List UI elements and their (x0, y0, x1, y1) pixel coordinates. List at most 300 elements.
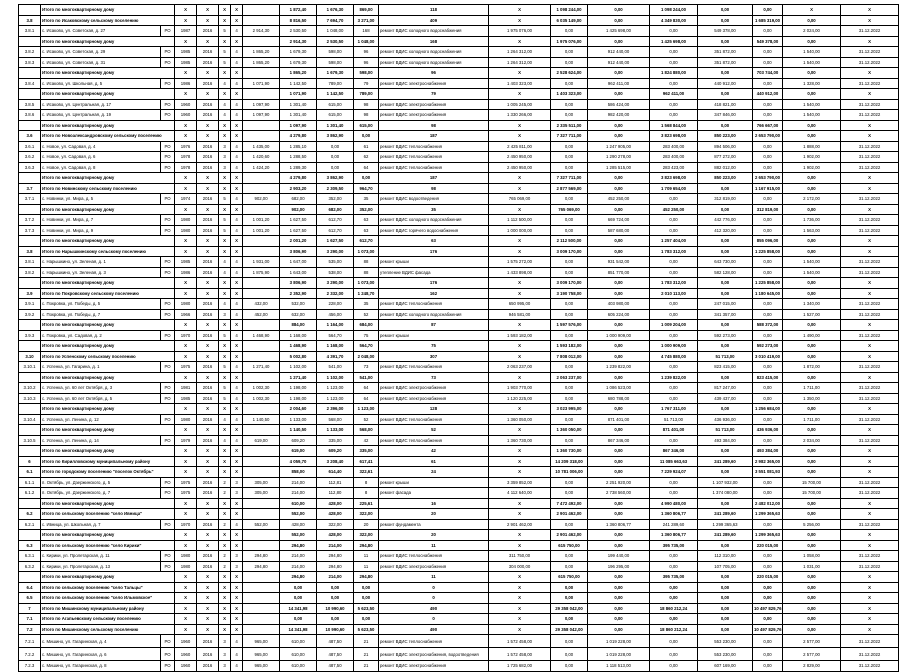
table-row (19, 257, 899, 268)
table-cell: 0,00 (698, 582, 753, 593)
table-cell: 2 901 462,00 (551, 530, 588, 541)
table-cell: 4 (231, 47, 243, 58)
table-cell: РО (161, 330, 175, 341)
table-cell: X (489, 572, 551, 583)
table-cell: 52 (354, 414, 379, 425)
table-cell: X (197, 425, 219, 436)
table-cell: X (231, 404, 243, 415)
table-cell: 6.1.2 (19, 488, 41, 499)
table-cell: 31.12.2022 (841, 477, 899, 488)
table-cell: 31.12.2022 (841, 267, 899, 278)
table-cell: X (841, 603, 899, 614)
table-cell: X (841, 173, 899, 184)
table-cell: X (231, 15, 243, 26)
table-cell: X (231, 603, 243, 614)
table-cell: X (197, 120, 219, 131)
table-cell: X (231, 446, 243, 457)
table-cell: 31.12.2022 (841, 152, 899, 163)
table-cell: 1 073,00 (354, 246, 379, 257)
table-cell: 6 035 149,00 (551, 15, 588, 26)
table-cell: 3.8.6 (19, 110, 41, 121)
table-cell: 1 540,00 (783, 257, 841, 268)
table-cell: 31.12.2022 (841, 257, 899, 268)
table-cell: 1 164,00 (317, 320, 354, 331)
table-cell: X (197, 624, 219, 635)
table-cell: 31.12.2022 (841, 141, 899, 152)
table-cell (243, 68, 280, 79)
table-cell: 2 450 950,00 (489, 152, 551, 163)
table-cell: 0,00 (783, 288, 841, 299)
table-cell: 765 069,00 (489, 194, 551, 205)
table-cell: РО (161, 661, 175, 672)
table-cell: ремонт ВДИС теплоснабжения (379, 362, 489, 373)
table-cell: 0,00 (783, 68, 841, 79)
table-cell: 1 000 909,00 (650, 341, 698, 352)
table-cell: 1980 (175, 299, 197, 310)
table-cell: 1 102,00 (280, 362, 317, 373)
table-cell: X (489, 278, 551, 289)
table-cell: 493 384,00 (753, 446, 783, 457)
table-cell: 0,00 (650, 110, 698, 121)
table-cell: 1 071,90 (280, 89, 317, 100)
table-cell: 2016 (197, 257, 219, 268)
table-cell: 0,00 (783, 320, 841, 331)
table-cell: РО (161, 393, 175, 404)
table-cell: 1 468,90 (280, 341, 317, 352)
table-cell: 4 (231, 383, 243, 394)
table-cell: 176 (379, 278, 489, 289)
table-cell: 1 824 880,00 (650, 68, 698, 79)
table-cell (243, 236, 280, 247)
table-cell: 1 048,00 (354, 36, 379, 47)
table-cell: 10 497 829,76 (753, 624, 783, 635)
table-cell: 3.8 (19, 15, 41, 26)
table-cell: X (175, 236, 197, 247)
table-cell: X (197, 278, 219, 289)
subtotal-row (19, 246, 899, 257)
table-cell: X (841, 582, 899, 593)
table-cell: 0,00 (551, 330, 588, 341)
table-cell: 0,00 (588, 246, 650, 257)
table-cell: 341 357,00 (698, 309, 753, 320)
table-cell: 1 350,00 (783, 393, 841, 404)
table-cell: 5 623,50 (354, 603, 379, 614)
table-cell: 1 225 858,00 (753, 246, 783, 257)
table-cell: 588 372,00 (753, 320, 783, 331)
table-cell: X (197, 467, 219, 478)
table-cell: 1 433 898,00 (489, 267, 551, 278)
table-cell: 1 709 654,00 (650, 183, 698, 194)
table-cell: 228,00 (317, 299, 354, 310)
table-cell: X (175, 131, 197, 142)
table-cell: 1 097,90 (243, 110, 280, 121)
table-cell: 196 295,00 (588, 561, 650, 572)
table-cell: ремонт ВДИС водоотведения (379, 194, 489, 205)
table-cell: 3 (219, 635, 231, 648)
table-cell: 31.12.2022 (841, 194, 899, 205)
table-cell: 1 711,00 (783, 383, 841, 394)
table-cell: 851 770,00 (588, 267, 650, 278)
table-cell: 487,50 (317, 635, 354, 648)
table-cell: 4 (231, 78, 243, 89)
table-cell: 1 527,00 (783, 309, 841, 320)
table-cell: 0,00 (753, 582, 783, 593)
table-cell: 4 (231, 57, 243, 68)
table-cell: 965,00 (243, 661, 280, 672)
table-cell: 0,00 (650, 225, 698, 236)
table-cell: X (219, 540, 231, 551)
table-cell: X (219, 467, 231, 478)
table-cell: 347 846,00 (698, 110, 753, 121)
table-cell: 867 346,00 (588, 435, 650, 446)
subtotal-row (19, 36, 899, 47)
table-cell: 2 112 500,00 (551, 236, 588, 247)
table-cell: 0,00 (354, 614, 379, 625)
table-cell: 4 (231, 648, 243, 661)
table-cell: 1 098 244,00 (650, 5, 698, 16)
table-row (19, 225, 899, 236)
table-cell: 1 540,00 (783, 99, 841, 110)
table-cell: 3.7.3 (19, 225, 41, 236)
table-cell: 0,00 (650, 435, 698, 446)
table-cell: 2016 (197, 194, 219, 205)
table-cell: 241 289,60 (698, 509, 753, 520)
table-cell: 18 860 212,24 (650, 603, 698, 614)
table-body (19, 5, 899, 672)
table-cell: 0,00 (650, 488, 698, 499)
table-cell: X (175, 456, 197, 467)
table-cell: 1 711,00 (783, 414, 841, 425)
table-cell: 2 004,60 (280, 404, 317, 415)
table-cell: 553 230,00 (698, 648, 753, 661)
table-cell: Итого по сельскому поселению "село Тальцы" (41, 582, 175, 593)
table-cell: 15 700,00 (783, 488, 841, 499)
table-cell: 0,00 (317, 141, 354, 152)
table-cell: 428,00 (280, 519, 317, 530)
table-cell: Итого по многоквартирному дому (41, 236, 175, 247)
table-cell: Итого по многоквартирному дому (41, 572, 175, 583)
table-cell: п. Октябрь, ул. Дзержинского, д. 7 (41, 488, 161, 499)
table-cell: 0,00 (650, 330, 698, 341)
table-row (19, 141, 899, 152)
table-cell: 1985 (175, 257, 197, 268)
table-cell: 1 198,00 (280, 383, 317, 394)
table-cell: 0,00 (588, 593, 650, 604)
table-cell: 0,00 (698, 572, 753, 583)
table-cell: с. Успенка, ул. Ленина, д. 14 (41, 435, 161, 446)
table-cell: 1 264 312,00 (489, 57, 551, 68)
table-cell: 1978 (175, 162, 197, 173)
table-cell: 1 403 323,00 (551, 89, 588, 100)
table-cell: X (175, 68, 197, 79)
table-cell: 4 (219, 414, 231, 425)
table-cell: 0,00 (551, 661, 588, 672)
table-cell: 35 (354, 194, 379, 205)
table-cell: 31.12.2022 (841, 309, 899, 320)
table-cell: 0,00 (753, 330, 783, 341)
table-cell: 0,00 (588, 288, 650, 299)
table-cell: 35 (379, 204, 489, 215)
table-cell: 0,00 (783, 498, 841, 509)
table-cell: 789,00 (317, 78, 354, 89)
subtotal-row (19, 404, 899, 415)
table-cell: 0,00 (783, 15, 841, 26)
table-cell: Итого по многоквартирному дому (41, 173, 175, 184)
table-cell: 3.8.2 (19, 47, 41, 58)
table-cell: ремонт ВДИС холодного водоснабжения (379, 47, 489, 58)
table-cell: 607 169,00 (698, 661, 753, 672)
table-cell: 1960 (175, 110, 197, 121)
table-cell: 63 (354, 215, 379, 226)
table-cell: 0,00 (588, 5, 650, 16)
table-cell: 98 (354, 99, 379, 110)
table-row (19, 661, 899, 672)
table-cell: 1980 (175, 215, 197, 226)
table-cell: 1985 (175, 47, 197, 58)
table-cell: Итого по многоквартирному дому (41, 204, 175, 215)
table-cell: 0,00 (698, 89, 753, 100)
table-cell: 79 (379, 89, 489, 100)
table-cell: 52 (354, 309, 379, 320)
table-cell: 0,00 (588, 425, 650, 436)
table-cell: X (219, 68, 231, 79)
table-cell: X (197, 582, 219, 593)
table-cell: 14 341,98 (280, 603, 317, 614)
table-cell: 0,00 (588, 183, 650, 194)
table-cell: X (219, 603, 231, 614)
table-cell: 2016 (197, 26, 219, 37)
table-cell: 1 360 806,77 (650, 530, 698, 541)
subtotal-row (19, 614, 899, 625)
table-cell: 869,00 (354, 5, 379, 16)
table-cell: 4 (219, 99, 231, 110)
table-cell: 0,00 (753, 488, 783, 499)
table-cell: 4 (231, 257, 243, 268)
table-cell: 3.9.3 (19, 330, 41, 341)
table-cell: X (175, 173, 197, 184)
table-cell: 294,80 (243, 561, 280, 572)
table-cell (243, 36, 280, 47)
table-cell: 52 (379, 425, 489, 436)
table-cell: с. Успенка, ул. Гагарина, д. 1 (41, 362, 161, 373)
table-cell (19, 36, 41, 47)
table-cell: 0,00 (650, 194, 698, 205)
table-cell: 2 332,00 (317, 288, 354, 299)
table-cell: 2016 (197, 383, 219, 394)
table-cell: ремонт фасада (379, 488, 489, 499)
table-cell: 0,00 (783, 173, 841, 184)
table-cell: X (175, 320, 197, 331)
table-cell: ремонт ВДИС холодного водоснабжения (379, 309, 489, 320)
table-cell: 765 069,00 (551, 204, 588, 215)
table-cell: с. Мишино, ул. Гагаринская, д. 6 (41, 648, 161, 661)
table-cell: 5 (219, 330, 231, 341)
table-cell: X (489, 351, 551, 362)
table-cell: 0,00 (588, 540, 650, 551)
table-cell: 2016 (197, 330, 219, 341)
table-cell (243, 593, 280, 604)
table-cell (19, 498, 41, 509)
table-cell: X (197, 5, 219, 16)
table-cell: 5 (219, 47, 231, 58)
table-cell: 18 860 212,24 (650, 624, 698, 635)
table-cell (243, 614, 280, 625)
table-cell: X (841, 404, 899, 415)
table-cell: ремонт ВДИС электроснабжения (379, 561, 489, 572)
table-cell: 3.6.1 (19, 141, 41, 152)
table-cell: 7 694,70 (317, 15, 354, 26)
table-cell: 2 914,30 (280, 36, 317, 47)
table-cell: X (841, 120, 899, 131)
table-cell: 4 (231, 152, 243, 163)
table-cell: 1974 (175, 194, 197, 205)
table-cell: 2 396,00 (317, 404, 354, 415)
table-cell: 1 540,00 (783, 110, 841, 121)
table-cell: 0,00 (588, 131, 650, 142)
table-cell: 31.12.2022 (841, 661, 899, 672)
table-cell: 439 437,00 (698, 393, 753, 404)
table-cell: 1 975 076,00 (551, 36, 588, 47)
table-cell: 10 990,60 (317, 603, 354, 614)
table-cell: 214,00 (280, 561, 317, 572)
table-cell: 51 713,00 (698, 351, 753, 362)
table-cell: 2016 (197, 561, 219, 572)
table-cell: X (489, 204, 551, 215)
table-cell (243, 173, 280, 184)
table-cell: 7.2 (19, 624, 41, 635)
table-cell: 0,00 (783, 183, 841, 194)
table-cell: 0,00 (551, 309, 588, 320)
table-cell: 0,00 (354, 582, 379, 593)
table-cell: 0,00 (698, 120, 753, 131)
table-cell: ремонт ВДИС теплоснабжения (379, 152, 489, 163)
table-cell: 247 015,00 (698, 299, 753, 310)
table-cell: 0,00 (698, 204, 753, 215)
table-cell: 1 435,00 (243, 141, 280, 152)
table-cell: X (219, 131, 231, 142)
subtotal-row (19, 288, 899, 299)
table-cell: 1 902,00 (783, 152, 841, 163)
table-cell: 2 063 237,00 (551, 372, 588, 383)
table-cell: 4 112 640,00 (489, 488, 551, 499)
table-cell (243, 15, 280, 26)
table-cell: 3.10 (19, 351, 41, 362)
table-cell: 2 048,00 (354, 351, 379, 362)
table-cell: 2016 (197, 162, 219, 173)
table-cell: 1 123,00 (317, 383, 354, 394)
table-cell: 4 (231, 330, 243, 341)
table-cell: с. Нарышкино, ул. Зеленая, д. 3 (41, 267, 161, 278)
table-cell: 0,00 (698, 288, 753, 299)
table-cell: 1 133,00 (317, 425, 354, 436)
table-cell: 0,00 (753, 299, 783, 310)
table-cell: ремонт ВДИС теплоснабжения (379, 551, 489, 562)
table-cell: X (175, 120, 197, 131)
table-cell: 87 (379, 320, 489, 331)
table-cell: с. Кирики, ул. Пролетарская, д. 13 (41, 561, 161, 572)
table-cell: 2 901 462,00 (489, 519, 551, 530)
table-cell: 2 024,00 (783, 26, 841, 37)
table-cell: 5 (219, 383, 231, 394)
table-cell (243, 204, 280, 215)
table-cell: X (219, 582, 231, 593)
table-cell: 2016 (197, 519, 219, 530)
table-cell (243, 320, 280, 331)
table-row (19, 26, 899, 37)
table-cell: с. Исаково, ул. Советская, д. 29 (41, 47, 161, 58)
table-cell: X (175, 36, 197, 47)
table-cell: 62 (354, 152, 379, 163)
table-cell: 2016 (197, 648, 219, 661)
table-cell: X (175, 5, 197, 16)
table-cell: 0,00 (783, 236, 841, 247)
table-cell: 0,00 (551, 648, 588, 661)
table-cell: 0,00 (650, 477, 698, 488)
table-cell: 0,00 (551, 561, 588, 572)
table-cell: 307 (379, 351, 489, 362)
table-row (19, 635, 899, 648)
table-cell: 20 (379, 530, 489, 541)
table-cell: 610,00 (280, 498, 317, 509)
table-cell: 1 328,00 (783, 78, 841, 89)
table-cell: X (841, 467, 899, 478)
table-cell (19, 530, 41, 541)
table-cell: 214,00 (280, 488, 317, 499)
table-cell: Итого по Мишинскому муниципальному району (41, 603, 175, 614)
subtotal-row (19, 173, 899, 184)
table-cell: РО (161, 57, 175, 68)
table-cell: 14 209 318,00 (551, 456, 588, 467)
table-cell: 877 272,00 (698, 152, 753, 163)
table-cell: 850 223,00 (698, 173, 753, 184)
table-cell: 4 (231, 661, 243, 672)
table-cell: 2016 (197, 414, 219, 425)
table-cell: 4 059,70 (280, 456, 317, 467)
table-cell: 1 248,70 (354, 288, 379, 299)
subtotal-row (19, 5, 899, 16)
table-cell: 617,41 (354, 456, 379, 467)
table-cell: 1 685 319,00 (753, 15, 783, 26)
table-cell: 7 472 492,00 (551, 498, 588, 509)
table-cell: 304 000,00 (489, 561, 551, 572)
table-cell: 5 (219, 26, 231, 37)
table-cell: 3.7.1 (19, 194, 41, 205)
table-cell: X (841, 530, 899, 541)
table-cell: X (197, 204, 219, 215)
table-cell: 1978 (175, 152, 197, 163)
capital-repair-program-table (18, 4, 899, 672)
table-cell: 0,00 (551, 488, 588, 499)
table-cell: 5 (219, 225, 231, 236)
table-cell: 1979 (175, 435, 197, 446)
table-cell: 3.8.5 (19, 99, 41, 110)
table-cell: 351 872,00 (698, 47, 753, 58)
table-cell: X (219, 204, 231, 215)
table-cell: 1 540,00 (783, 57, 841, 68)
table-cell: 412 320,00 (698, 225, 753, 236)
table-cell: 1 330 266,00 (489, 110, 551, 121)
table-cell: 0,00 (698, 593, 753, 604)
table-cell: 4 (231, 309, 243, 320)
table-cell (243, 404, 280, 415)
table-cell: 1 142,50 (280, 78, 317, 89)
table-cell: 3.6.2 (19, 152, 41, 163)
table-cell: 73 (379, 372, 489, 383)
table-cell: 0,00 (650, 593, 698, 604)
table-cell: 1 123,00 (354, 404, 379, 415)
table-cell: Итого по Успенскому сельскому поселению (41, 351, 175, 362)
table-cell: X (489, 456, 551, 467)
